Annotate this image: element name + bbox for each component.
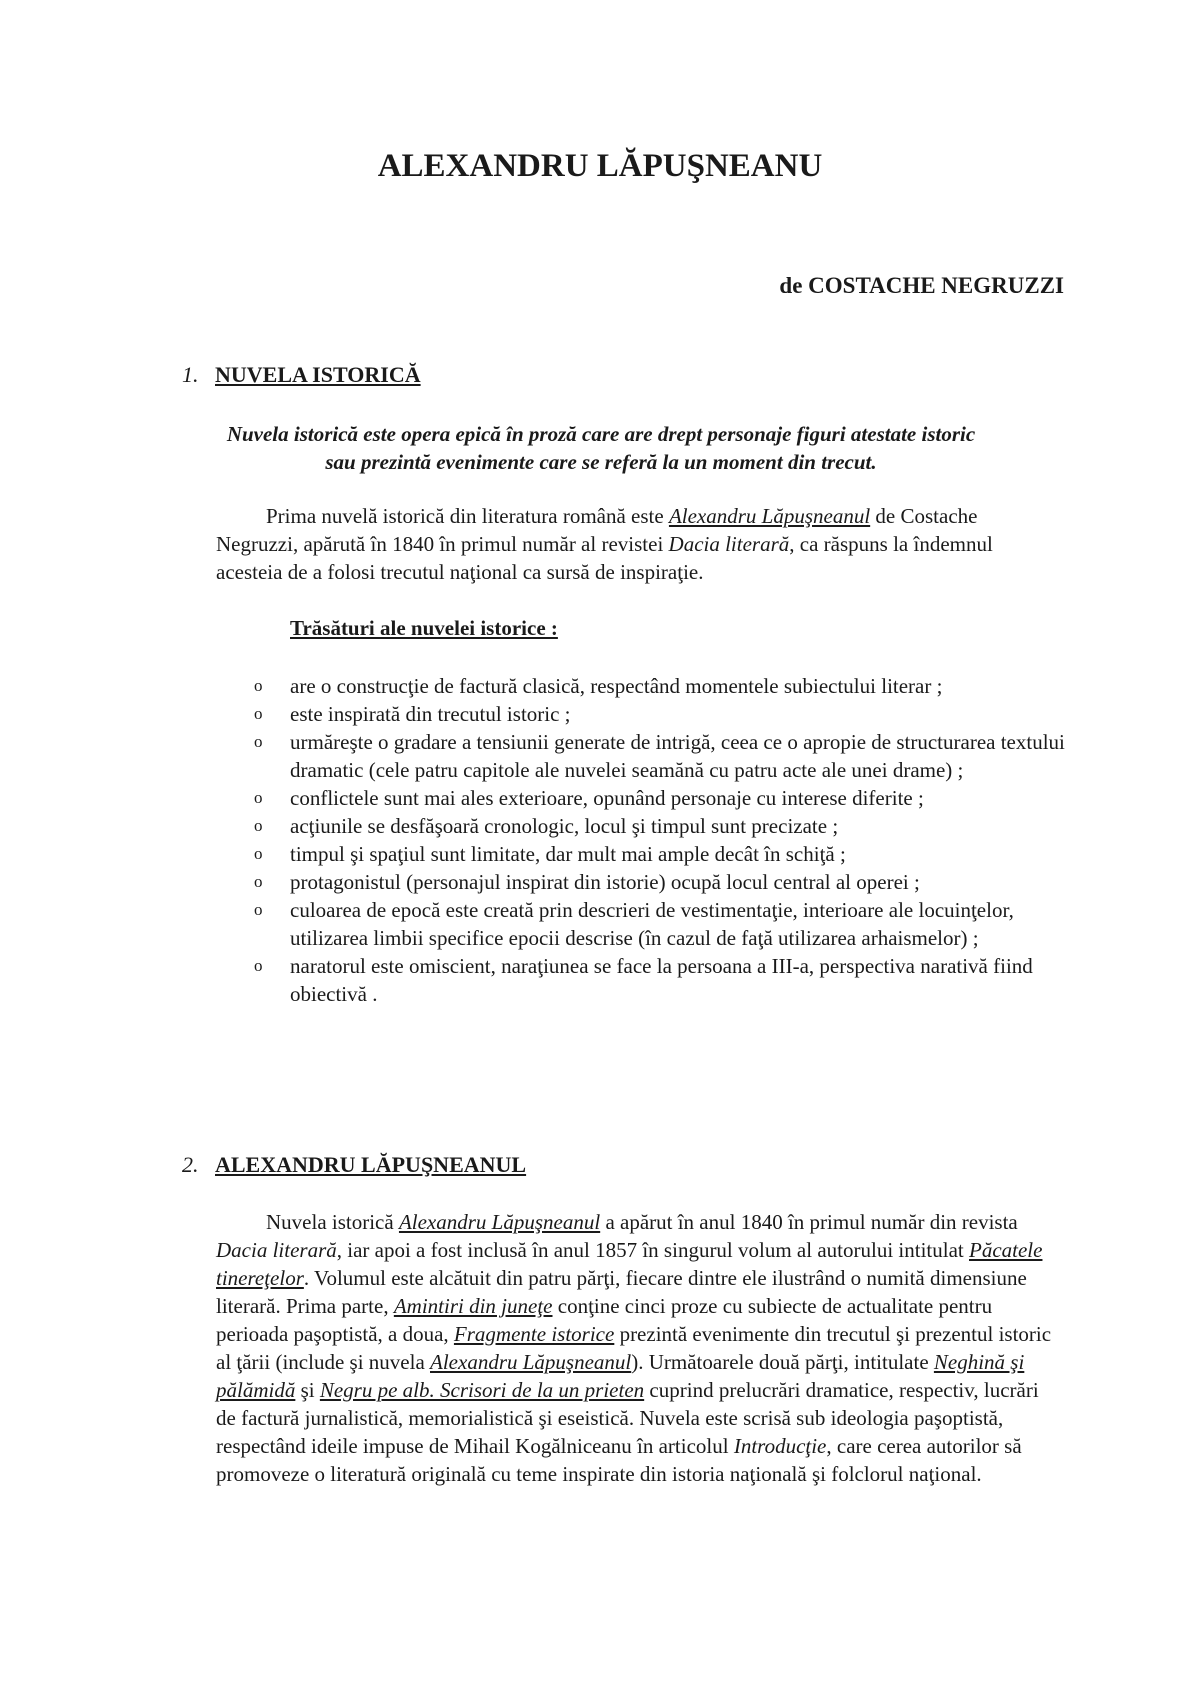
s2-text: ). Următoarele două părţi, intitulate xyxy=(631,1350,934,1374)
s2-text: a apărut în anul 1840 în primul număr din revista xyxy=(600,1210,1018,1234)
section2-paragraph xyxy=(216,1208,1061,1488)
bullet-icon: o xyxy=(254,900,263,919)
s2-text: cuprind prelucrări dramatice, respectiv, lucrări de factură jurnalistică, memorialistică şi eseistică. Nuvela este scrisă sub ideologia paşoptistă, respectând ideile impuse de Mihail Kogălniceanu în articolul xyxy=(216,1378,1039,1458)
traits-list xyxy=(254,672,1074,1008)
s2-text: Nuvela istorică xyxy=(266,1210,399,1234)
section2-heading xyxy=(182,1152,526,1178)
intro-text-3: , ca răspuns la îndemnul acesteia de a folosi trecutul naţional ca sursă de inspiraţie. xyxy=(216,532,993,584)
trait-text: timpul şi spaţiul sunt limitate, dar mult mai ample decât în schiţă ; xyxy=(290,842,846,866)
work-title-link: Alexandru Lăpuşneanul xyxy=(430,1350,632,1374)
section1-title: NUVELA ISTORICĂ xyxy=(215,362,421,387)
section2-number: 2. xyxy=(182,1152,199,1177)
list-item xyxy=(254,784,1074,812)
trait-text: conflictele sunt mai ales exterioare, opunând personaje cu interese diferite ; xyxy=(290,786,924,810)
bullet-icon: o xyxy=(254,676,263,695)
section1-heading xyxy=(182,362,421,388)
volume-title-link: Păcatele tinereţelor xyxy=(216,1238,1043,1290)
list-item xyxy=(254,700,1074,728)
trait-text: acţiunile se desfăşoară cronologic, locul şi timpul sunt precizate ; xyxy=(290,814,839,838)
bullet-icon: o xyxy=(254,732,263,751)
author-line: de COSTACHE NEGRUZZI xyxy=(779,273,1064,298)
s2-text: conţine cinci proze cu subiecte de actualitate pentru perioada paşoptistă, a doua, xyxy=(216,1294,993,1346)
trait-text: urmăreşte o gradare a tensiunii generate de intrigă, ceea ce o apropie de structurarea textului dramatic (cele patru capitole ale nuvelei seamănă cu patru acte ale unei drame) ; xyxy=(290,730,1065,782)
definition-paragraph: Nuvela istorică este opera epică în proză care are drept personaje figuri atestate istoric sau prezintă evenimente care se referă la un moment din trecut. xyxy=(226,422,976,474)
work-title-link: Alexandru Lăpuşneanul xyxy=(668,504,871,528)
trait-text: protagonistul (personajul inspirat din istorie) ocupă locul central al operei ; xyxy=(290,870,920,894)
bullet-icon: o xyxy=(254,704,263,723)
part-title-link: Amintiri din juneţe xyxy=(393,1294,553,1318)
bullet-icon: o xyxy=(254,816,263,835)
list-item xyxy=(254,672,1074,700)
list-item xyxy=(254,812,1074,840)
trait-text: culoarea de epocă este creată prin descrieri de vestimentaţie, interioare ale locuinţelor, utilizarea limbii specifice epocii descrise (în cazul de faţă utilizarea arhaismelor) ; xyxy=(290,898,1014,950)
page-title: ALEXANDRU LĂPUŞNEANU xyxy=(377,148,823,184)
list-item xyxy=(254,868,1074,896)
list-item xyxy=(254,896,1074,952)
bullet-icon: o xyxy=(254,844,263,863)
work-title-link: Alexandru Lăpuşneanul xyxy=(398,1210,601,1234)
article-title: Introducţie xyxy=(733,1434,827,1458)
intro-text-1: Prima nuvelă istorică din literatura română este xyxy=(266,504,669,528)
s2-text: , iar apoi a fost inclusă în anul 1857 în singurul volum al autorului intitulat xyxy=(336,1238,969,1262)
bullet-icon: o xyxy=(254,956,263,975)
s2-text: şi xyxy=(295,1378,320,1402)
list-item xyxy=(254,840,1074,868)
bullet-icon: o xyxy=(254,788,263,807)
intro-paragraph xyxy=(216,502,1061,586)
bullet-icon: o xyxy=(254,872,263,891)
trait-text: este inspirată din trecutul istoric ; xyxy=(290,702,571,726)
part-title-link: Negru pe alb. Scrisori de la un prieten xyxy=(319,1378,645,1402)
s2-text: . Volumul este alcătuit din patru părţi, fiecare dintre ele ilustrând o numită dimensiune literară. Prima parte, xyxy=(216,1266,1027,1318)
trait-text: are o construcţie de factură clasică, respectând momentele subiectului literar ; xyxy=(290,674,943,698)
section2-title: ALEXANDRU LĂPUŞNEANUL xyxy=(215,1152,527,1177)
journal-name: Dacia literară xyxy=(216,1238,337,1262)
s2-text: prezintă evenimente din trecutul şi prezentul istoric al ţării (include şi nuvela xyxy=(216,1322,1052,1374)
intro-text-2: de Costache Negruzzi, apărută în 1840 în primul număr al revistei xyxy=(216,504,978,556)
part-title-link: Neghină şi pălămidă xyxy=(216,1350,1025,1402)
list-item xyxy=(254,728,1074,784)
section1-number: 1. xyxy=(182,362,199,387)
part-title-link: Fragmente istorice xyxy=(453,1322,615,1346)
s2-text: , care cerea autorilor să promoveze o literatură originală cu teme inspirate din istoria naţională şi folclorul naţional. xyxy=(216,1434,1022,1486)
trait-text: naratorul este omiscient, naraţiunea se face la persoana a III-a, perspectiva narativă fiind obiectivă . xyxy=(290,954,1033,1006)
traits-title: Trăsături ale nuvelei istorice : xyxy=(290,616,558,640)
journal-name: Dacia literară xyxy=(668,532,790,556)
list-item xyxy=(254,952,1074,1008)
